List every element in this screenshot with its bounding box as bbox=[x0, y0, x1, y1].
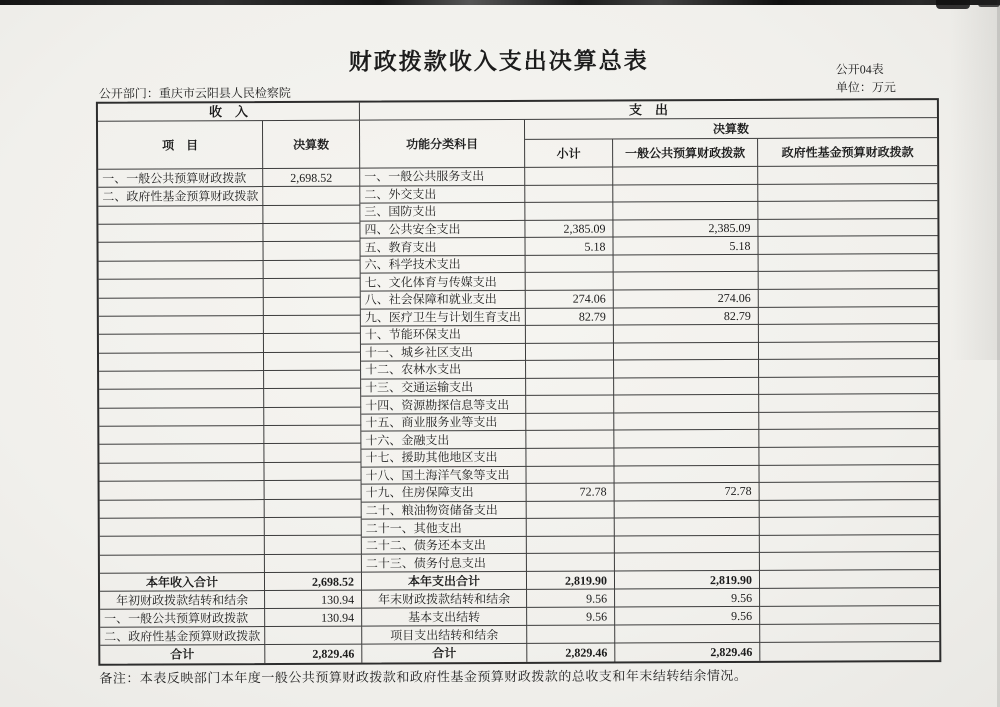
unit-label: 单位：万元 bbox=[835, 80, 896, 95]
exp-item-cell: 十四、资源勘探信息等支出 bbox=[361, 396, 526, 414]
header-row-2 bbox=[98, 118, 937, 170]
income-item-cell bbox=[99, 279, 264, 298]
meta-block bbox=[836, 60, 896, 96]
income-value-cell bbox=[264, 316, 361, 335]
exp-general-cell: 72.78 bbox=[615, 483, 760, 501]
income-item-cell bbox=[99, 353, 264, 372]
page-title: 财政拨款收入支出决算总表 bbox=[348, 48, 649, 75]
income-value-cell bbox=[264, 242, 361, 261]
exp-item-cell: 十二、农林水支出 bbox=[361, 361, 526, 379]
exp-general-cell: 274.06 bbox=[614, 290, 759, 308]
income-item-cell bbox=[99, 463, 264, 482]
exp-fund-cell bbox=[759, 412, 938, 430]
footer-exp-general: 9.56 bbox=[615, 607, 760, 626]
exp-fund-cell bbox=[759, 342, 938, 360]
exp-general-cell bbox=[614, 343, 759, 361]
income-item-cell bbox=[99, 261, 264, 280]
exp-item-cell: 一、一般公共服务支出 bbox=[360, 168, 525, 186]
exp-item-cell: 十五、商业服务业等支出 bbox=[361, 414, 526, 432]
exp-fund-cell bbox=[760, 535, 939, 553]
expenditure-section-header: 支 出 bbox=[360, 100, 937, 121]
income-value-cell bbox=[264, 334, 361, 353]
income-value-cell bbox=[265, 554, 362, 573]
footer-exp-fund bbox=[760, 624, 939, 643]
income-item-cell bbox=[99, 389, 264, 408]
income-item-cell bbox=[99, 426, 264, 445]
income-item-cell bbox=[99, 298, 264, 317]
income-value-cell bbox=[265, 499, 362, 518]
income-value-cell bbox=[264, 444, 361, 463]
footer-exp-subtotal: 2,819.90 bbox=[527, 572, 615, 590]
income-section-header: 收 入 bbox=[98, 103, 360, 122]
exp-fund-cell bbox=[759, 377, 938, 395]
exp-general-cell bbox=[614, 430, 759, 448]
income-value-cell bbox=[263, 187, 360, 206]
footer-income-label: 一、一般公共预算财政拨款 bbox=[100, 609, 265, 628]
footer-exp-subtotal: 9.56 bbox=[527, 590, 615, 608]
exp-item-cell: 十九、住房保障支出 bbox=[362, 484, 527, 502]
exp-fund-cell bbox=[759, 430, 938, 448]
exp-fund-cell bbox=[760, 482, 939, 500]
footer-income-value: 2,698.52 bbox=[265, 573, 362, 591]
exp-fund-cell bbox=[759, 447, 938, 465]
exp-subtotal-cell bbox=[526, 273, 614, 291]
income-value-cell bbox=[265, 518, 362, 537]
exp-subtotal-cell bbox=[526, 326, 614, 344]
footer-exp-general: 2,829.46 bbox=[615, 643, 760, 662]
exp-subtotal-cell bbox=[525, 168, 613, 186]
col-header-subtotal: 小计 bbox=[525, 140, 613, 168]
footer-income-value: 2,829.46 bbox=[265, 645, 362, 663]
col-header-item: 项 目 bbox=[98, 121, 263, 170]
table-footer bbox=[100, 570, 939, 664]
exp-subtotal-cell bbox=[526, 378, 614, 396]
income-item-cell bbox=[99, 444, 264, 463]
income-item-cell: 一、一般公共预算财政拨款 bbox=[98, 169, 263, 188]
col-header-exp-amount: 决算数 bbox=[525, 118, 937, 140]
footer-exp-general: 2,819.90 bbox=[615, 571, 760, 590]
footer-exp-general bbox=[615, 625, 760, 644]
exp-subtotal-cell bbox=[526, 431, 614, 449]
exp-fund-cell bbox=[759, 394, 938, 412]
income-item-cell: 二、政府性基金预算财政拨款 bbox=[98, 187, 263, 206]
income-item-cell bbox=[99, 334, 264, 353]
footer-exp-subtotal: 9.56 bbox=[527, 608, 615, 626]
exp-general-cell: 2,385.09 bbox=[613, 220, 758, 238]
income-value-cell bbox=[264, 297, 361, 316]
footer-exp-fund bbox=[760, 570, 939, 589]
income-item-cell bbox=[98, 224, 263, 243]
income-item-cell bbox=[100, 518, 265, 537]
exp-item-cell: 二、外交支出 bbox=[360, 185, 525, 203]
exp-fund-cell bbox=[758, 236, 937, 254]
exp-general-cell bbox=[615, 518, 760, 536]
exp-fund-cell bbox=[759, 324, 938, 342]
col-header-gov-fund-budget: 政府性基金预算财政拨款 bbox=[758, 138, 937, 167]
exp-fund-cell bbox=[760, 500, 939, 518]
exp-subtotal-cell bbox=[526, 449, 614, 467]
expenditure-subheaders bbox=[525, 138, 937, 168]
exp-item-cell: 二十一、其他支出 bbox=[362, 519, 527, 537]
exp-item-cell: 三、国防支出 bbox=[360, 203, 525, 221]
income-value-cell bbox=[264, 279, 361, 298]
exp-item-cell: 十三、交通运输支出 bbox=[361, 379, 526, 397]
exp-fund-cell bbox=[759, 254, 938, 272]
exp-subtotal-cell bbox=[527, 536, 615, 554]
col-header-functional-subject: 功能分类科目 bbox=[360, 120, 525, 169]
exp-item-cell: 二十、粮油物资储备支出 bbox=[362, 502, 527, 520]
table-body bbox=[98, 166, 939, 574]
exp-general-cell bbox=[615, 501, 760, 519]
exp-item-cell: 十一、城乡社区支出 bbox=[361, 344, 526, 362]
footer-exp-label: 本年支出合计 bbox=[362, 572, 527, 591]
exp-fund-cell bbox=[760, 553, 939, 571]
expenditure-amount-header-group bbox=[525, 118, 937, 168]
exp-general-cell bbox=[614, 255, 759, 273]
exp-item-cell: 九、医疗卫生与计划生育支出 bbox=[361, 308, 526, 326]
exp-general-cell bbox=[614, 395, 759, 413]
income-value-cell bbox=[264, 389, 361, 408]
exp-subtotal-cell: 82.79 bbox=[526, 308, 614, 326]
income-value-cell bbox=[264, 371, 361, 390]
note: 备注：本表反映部门本年度一般公共预算财政拨款和政府性基金预算财政拨款的总收支和年末结转结余情况。 bbox=[99, 667, 748, 686]
exp-general-cell bbox=[614, 272, 759, 290]
footer-exp-fund bbox=[760, 588, 939, 607]
income-value-cell bbox=[264, 426, 361, 445]
income-item-cell bbox=[99, 408, 264, 427]
income-body bbox=[98, 169, 362, 574]
exp-general-cell: 5.18 bbox=[613, 237, 758, 255]
footer-exp-subtotal: 2,829.46 bbox=[527, 643, 615, 661]
exp-item-cell: 十八、国土海洋气象等支出 bbox=[361, 466, 526, 484]
table-code: 公开04表 bbox=[835, 62, 884, 77]
exp-general-cell bbox=[614, 360, 759, 378]
income-value-cell bbox=[265, 536, 362, 555]
footer-exp-label: 年末财政拨款结转和结余 bbox=[362, 590, 527, 609]
exp-item-cell: 五、教育支出 bbox=[360, 238, 525, 256]
exp-general-cell bbox=[614, 378, 759, 396]
income-value-cell bbox=[265, 481, 362, 500]
exp-general-cell bbox=[614, 413, 759, 431]
footer-exp-label: 合计 bbox=[362, 644, 527, 663]
footer-exp-subtotal bbox=[527, 626, 615, 644]
exp-general-cell bbox=[615, 536, 760, 554]
income-value-cell bbox=[263, 224, 360, 243]
income-item-cell bbox=[100, 500, 265, 519]
exp-subtotal-cell bbox=[526, 413, 614, 431]
exp-item-cell: 十七、援助其他地区支出 bbox=[361, 449, 526, 467]
income-item-cell bbox=[100, 536, 265, 555]
exp-item-cell: 七、文化体育与传媒支出 bbox=[361, 273, 526, 291]
exp-subtotal-cell bbox=[526, 466, 614, 484]
exp-general-cell bbox=[614, 465, 759, 483]
exp-general-cell bbox=[613, 202, 758, 220]
income-item-cell bbox=[100, 481, 265, 500]
income-item-cell bbox=[99, 316, 264, 335]
exp-item-cell: 八、社会保障和就业支出 bbox=[361, 291, 526, 309]
exp-item-cell: 十、节能环保支出 bbox=[361, 326, 526, 344]
income-value-cell: 2,698.52 bbox=[263, 169, 360, 188]
exp-subtotal-cell: 5.18 bbox=[525, 238, 613, 256]
expenditure-body bbox=[360, 166, 939, 573]
col-header-income-amount: 决算数 bbox=[263, 121, 360, 169]
exp-general-cell bbox=[613, 184, 758, 202]
income-item-cell bbox=[98, 206, 263, 225]
income-item-cell bbox=[99, 242, 264, 261]
exp-fund-cell bbox=[759, 271, 938, 289]
exp-subtotal-cell bbox=[527, 554, 615, 572]
exp-item-cell: 二十三、债务付息支出 bbox=[362, 554, 527, 572]
exp-subtotal-cell bbox=[526, 396, 614, 414]
footer-exp-label: 项目支出结转和结余 bbox=[362, 626, 527, 645]
income-value-cell bbox=[264, 407, 361, 426]
exp-fund-cell bbox=[758, 201, 937, 219]
footer-income-value bbox=[265, 627, 362, 645]
footer-income-label: 二、政府性基金预算财政拨款 bbox=[100, 627, 265, 646]
exp-fund-cell bbox=[760, 517, 939, 535]
income-value-cell bbox=[264, 260, 361, 279]
exp-subtotal-cell: 2,385.09 bbox=[525, 220, 613, 238]
exp-general-cell bbox=[614, 325, 759, 343]
exp-subtotal-cell: 72.78 bbox=[527, 484, 615, 502]
income-item-cell bbox=[100, 555, 265, 574]
exp-general-cell bbox=[613, 167, 758, 185]
footer-income-value: 130.94 bbox=[265, 609, 362, 627]
exp-fund-cell bbox=[758, 166, 937, 184]
exp-item-cell: 四、公共安全支出 bbox=[360, 221, 525, 239]
exp-subtotal-cell bbox=[526, 343, 614, 361]
exp-subtotal-cell: 274.06 bbox=[526, 290, 614, 308]
summary-table bbox=[96, 98, 941, 666]
exp-item-cell: 十六、金融支出 bbox=[361, 431, 526, 449]
exp-fund-cell bbox=[759, 465, 938, 483]
footer-income-label: 合计 bbox=[100, 645, 265, 664]
exp-item-cell: 六、科学技术支出 bbox=[361, 256, 526, 274]
col-header-general-budget: 一般公共预算财政拨款 bbox=[613, 139, 758, 168]
income-item-cell bbox=[99, 371, 264, 390]
footer-exp-fund bbox=[760, 606, 939, 625]
exp-subtotal-cell bbox=[525, 203, 613, 221]
income-value-cell bbox=[264, 462, 361, 481]
income-value-cell bbox=[264, 352, 361, 371]
exp-subtotal-cell bbox=[527, 501, 615, 519]
exp-fund-cell bbox=[759, 289, 938, 307]
exp-subtotal-cell bbox=[526, 255, 614, 273]
footer-income-label: 年初财政拨款结转和结余 bbox=[100, 591, 265, 610]
exp-subtotal-cell bbox=[527, 519, 615, 537]
exp-general-cell bbox=[615, 553, 760, 571]
exp-fund-cell bbox=[758, 184, 937, 202]
footer-exp-general: 9.56 bbox=[615, 589, 760, 608]
exp-fund-cell bbox=[759, 359, 938, 377]
exp-subtotal-cell bbox=[526, 361, 614, 379]
exp-general-cell bbox=[614, 448, 759, 466]
exp-general-cell: 82.79 bbox=[614, 307, 759, 325]
income-value-cell bbox=[263, 205, 360, 224]
exp-item-cell: 二十二、债务还本支出 bbox=[362, 537, 527, 555]
footer-exp-label: 基本支出结转 bbox=[362, 608, 527, 627]
footer-income-value: 130.94 bbox=[265, 591, 362, 609]
exp-fund-cell bbox=[758, 219, 937, 237]
exp-fund-cell bbox=[759, 307, 938, 325]
footer-exp-fund bbox=[760, 642, 939, 661]
department-label: 公开部门：重庆市云阳县人民检察院 bbox=[98, 85, 291, 101]
exp-subtotal-cell bbox=[525, 185, 613, 203]
footer-income-label: 本年收入合计 bbox=[100, 573, 265, 592]
